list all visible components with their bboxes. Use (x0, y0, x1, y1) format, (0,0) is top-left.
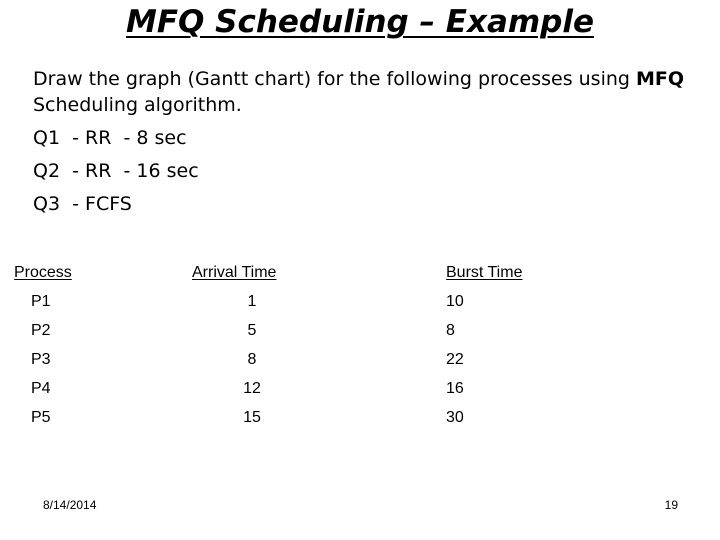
burst-cell: 16 (446, 380, 464, 397)
page-number: 19 (664, 498, 678, 512)
table-row (0, 403, 720, 432)
arrival-cell: 15 (243, 409, 261, 426)
arrival-cell: 1 (247, 293, 257, 310)
arrival-cell: 12 (243, 380, 261, 397)
header-burst-time: Burst Time (446, 264, 523, 281)
table-row (0, 287, 720, 316)
slide-body (33, 66, 703, 217)
process-cell: P1 (31, 293, 51, 310)
queue-item: Q1 - RR - 8 sec (33, 127, 187, 149)
header-process: Process (14, 264, 72, 281)
burst-cell: 30 (446, 409, 464, 426)
table-row (0, 316, 720, 345)
process-cell: P3 (31, 351, 51, 368)
table-header-row (0, 258, 720, 287)
header-arrival-time: Arrival Time (192, 264, 277, 281)
burst-cell: 22 (446, 351, 464, 368)
arrival-cell: 5 (247, 322, 257, 339)
process-table (0, 258, 720, 432)
process-cell: P5 (31, 409, 51, 426)
intro-paragraph (33, 66, 703, 118)
queue-item: Q3 - FCFS (33, 193, 132, 215)
queue-item: Q2 - RR - 16 sec (33, 160, 199, 182)
intro-text-end: Scheduling algorithm. (33, 94, 242, 116)
process-cell: P2 (31, 322, 51, 339)
burst-cell: 10 (446, 293, 464, 310)
process-cell: P4 (31, 380, 51, 397)
burst-cell: 8 (446, 322, 455, 339)
arrival-cell: 8 (247, 351, 257, 368)
slide-title: MFQ Scheduling – Example (125, 4, 595, 40)
intro-bold-term: MFQ (636, 68, 685, 90)
footer-date: 8/14/2014 (43, 498, 97, 512)
intro-text-start: Draw the graph (Gantt chart) for the following processes using (33, 68, 636, 90)
table-row (0, 345, 720, 374)
table-row (0, 374, 720, 403)
